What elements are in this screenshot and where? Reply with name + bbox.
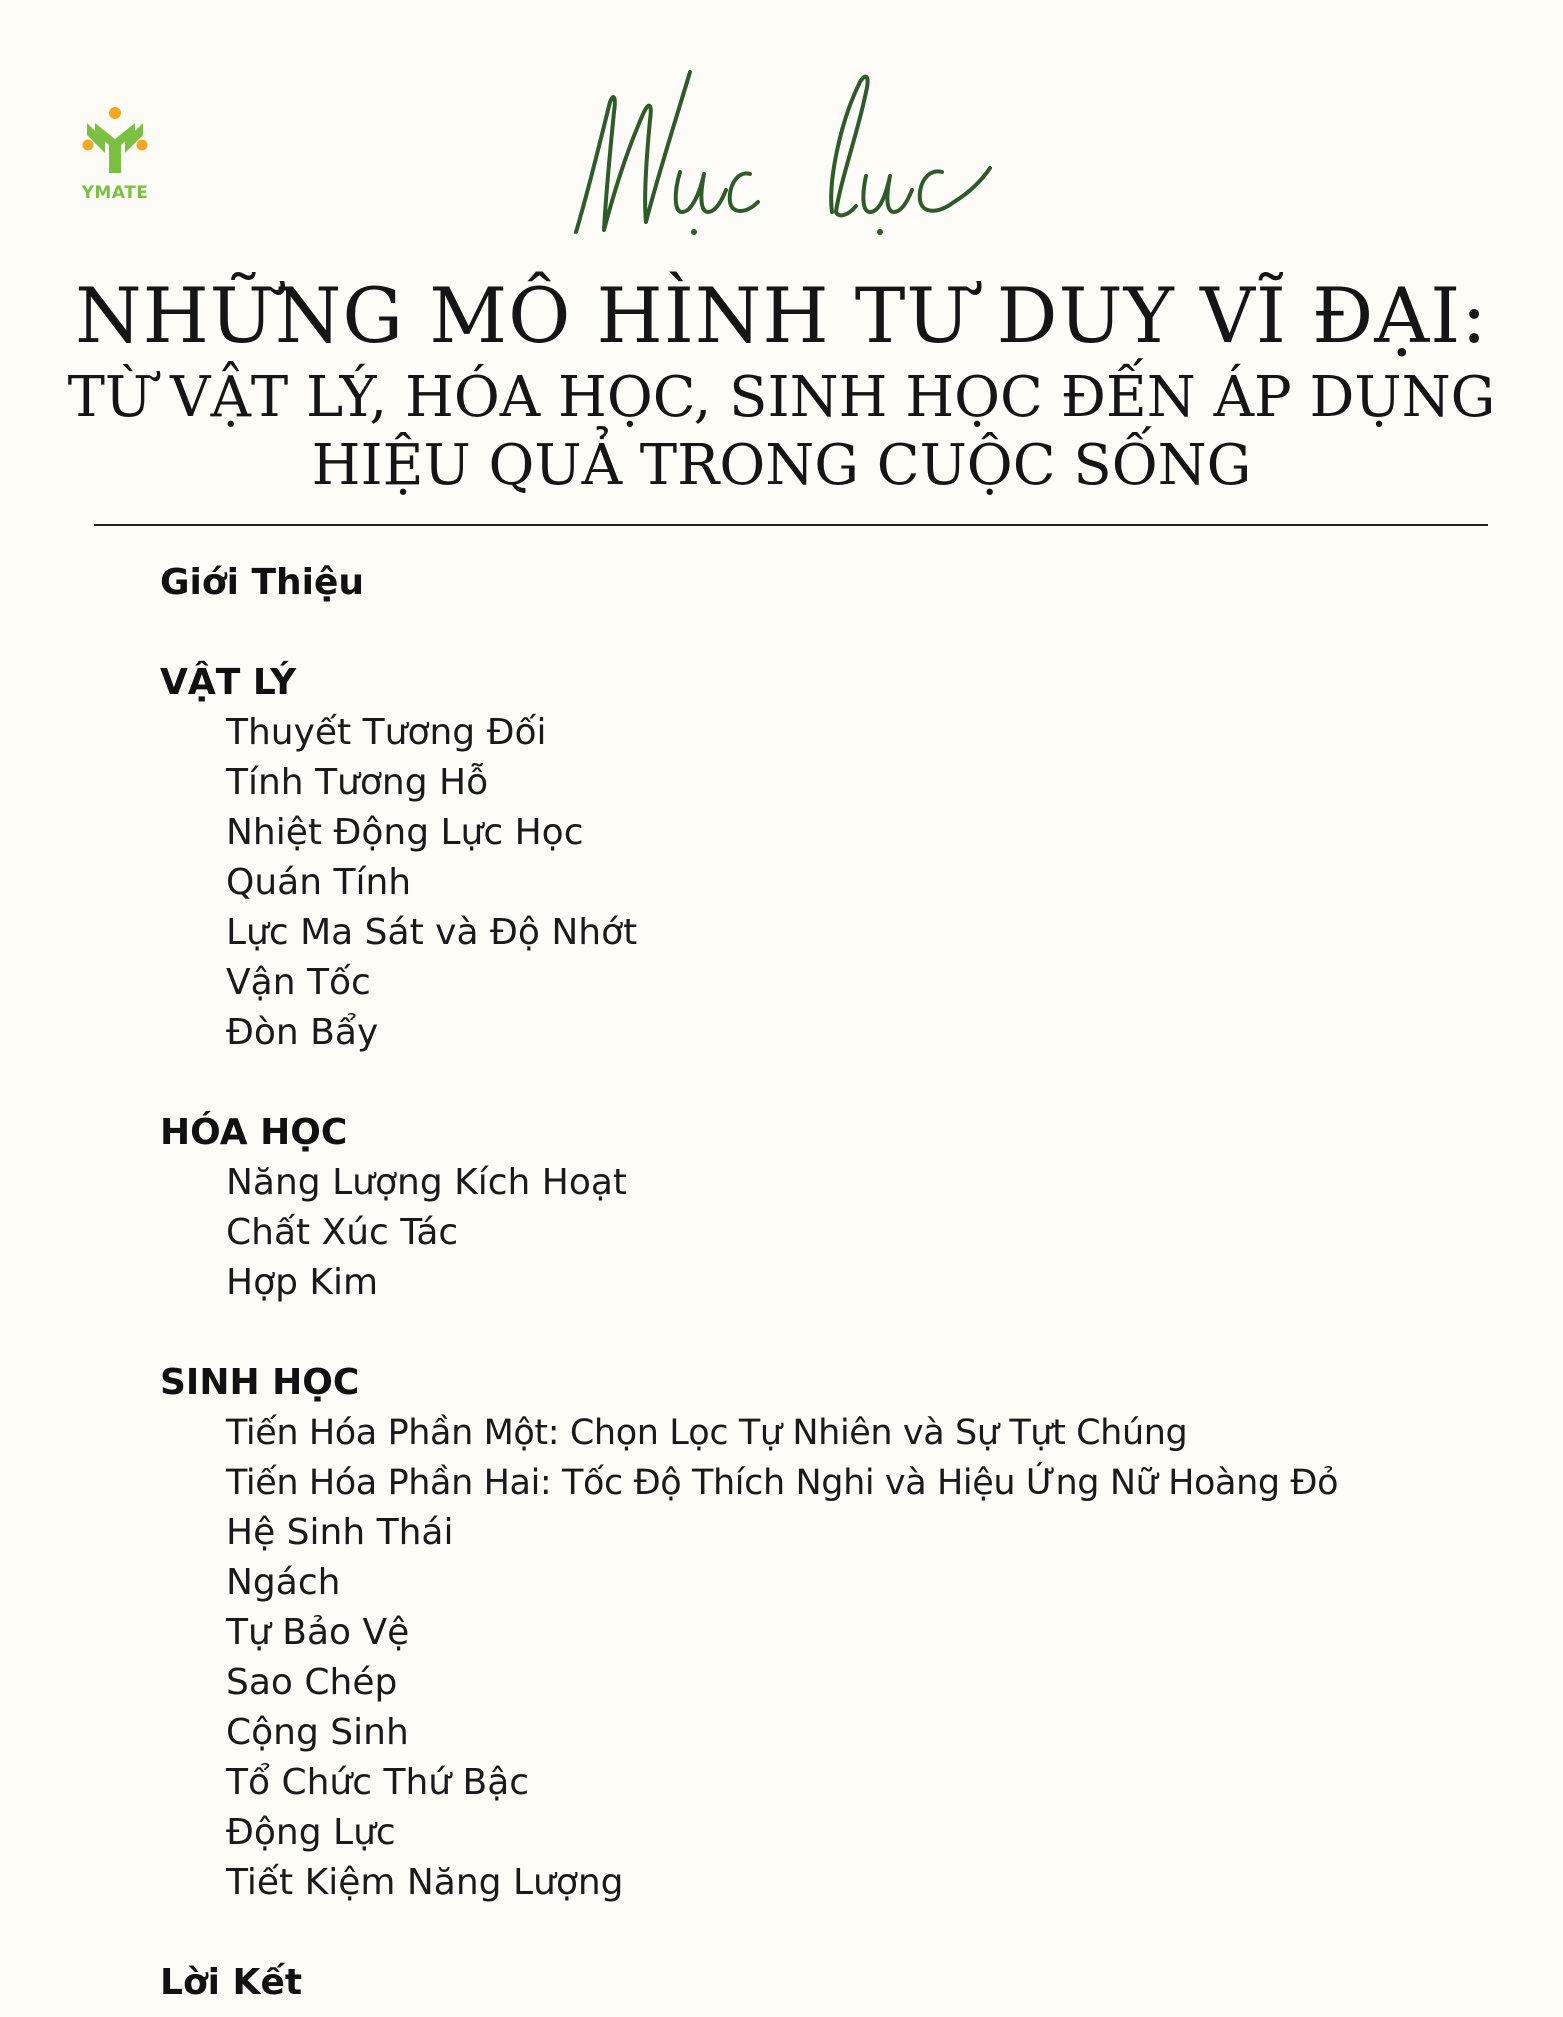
toc-item[interactable]: Vận Tốc xyxy=(226,962,371,1003)
toc-item[interactable]: Lực Ma Sát và Độ Nhớt xyxy=(226,912,638,953)
toc-item[interactable]: Tiết Kiệm Năng Lượng xyxy=(226,1862,624,1903)
toc-section-physics[interactable]: VẬT LÝ xyxy=(160,662,297,703)
toc-item[interactable]: Tự Bảo Vệ xyxy=(226,1612,410,1653)
script-heading-muc-luc xyxy=(570,47,1000,252)
toc-item[interactable]: Nhiệt Động Lực Học xyxy=(226,812,584,853)
ymate-logo xyxy=(70,105,160,205)
toc-gap xyxy=(160,1908,1500,1958)
toc-item[interactable]: Tiến Hóa Phần Một: Chọn Lọc Tự Nhiên và Sự Tựt Chúng xyxy=(226,1413,1188,1453)
script-heading-text: Mục lục xyxy=(570,47,632,66)
toc-item[interactable]: Thuyết Tương Đối xyxy=(226,712,547,753)
title-divider xyxy=(94,524,1488,526)
toc-item[interactable]: Tính Tương Hỗ xyxy=(226,762,489,803)
toc-conclusion[interactable]: Lời Kết xyxy=(160,1962,303,2003)
logo-text: YMATE xyxy=(81,183,149,203)
table-of-contents xyxy=(160,558,1500,2008)
toc-gap xyxy=(160,608,1500,658)
toc-item[interactable]: Tổ Chức Thứ Bậc xyxy=(226,1762,530,1803)
toc-section-chemistry[interactable]: HÓA HỌC xyxy=(160,1112,348,1153)
toc-gap xyxy=(160,1308,1500,1358)
toc-item[interactable]: Năng Lượng Kích Hoạt xyxy=(226,1162,628,1203)
toc-item[interactable]: Cộng Sinh xyxy=(226,1712,409,1753)
title-line-1: NHỮNG MÔ HÌNH TƯ DUY VĨ ĐẠI: xyxy=(75,271,1488,360)
toc-gap xyxy=(160,1058,1500,1108)
toc-item[interactable]: Đòn Bẩy xyxy=(226,1012,379,1053)
toc-intro[interactable]: Giới Thiệu xyxy=(160,562,365,603)
title-line-2: TỪ VẬT LÝ, HÓA HỌC, SINH HỌC ĐẾN ÁP DỤNG xyxy=(67,365,1496,430)
toc-item[interactable]: Quán Tính xyxy=(226,862,412,903)
ymate-logo-icon xyxy=(81,105,149,181)
toc-item[interactable]: Ngách xyxy=(226,1562,341,1603)
toc-item[interactable]: Chất Xúc Tác xyxy=(226,1212,459,1253)
toc-item[interactable]: Tiến Hóa Phần Hai: Tốc Độ Thích Nghi và Hiệu Ứng Nữ Hoàng Đỏ xyxy=(226,1463,1339,1503)
toc-item[interactable]: Hệ Sinh Thái xyxy=(226,1512,454,1553)
document-title xyxy=(60,268,1503,500)
toc-item[interactable]: Hợp Kim xyxy=(226,1262,379,1303)
toc-section-biology[interactable]: SINH HỌC xyxy=(160,1362,360,1403)
toc-item[interactable]: Động Lực xyxy=(226,1812,396,1853)
toc-item[interactable]: Sao Chép xyxy=(226,1662,398,1703)
title-line-3: HIỆU QUẢ TRONG CUỘC SỐNG xyxy=(311,433,1252,498)
